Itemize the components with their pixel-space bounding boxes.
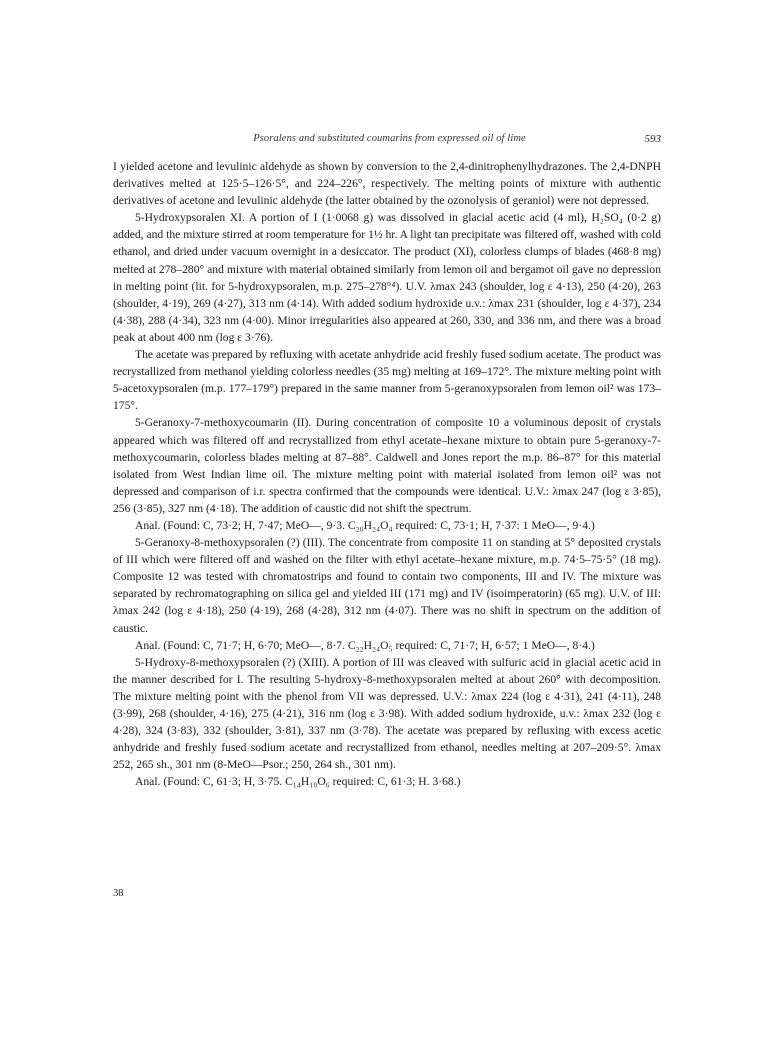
paragraph-5-geranoxy-7-methoxycoumarin: 5-Geranoxy-7-methoxycoumarin (II). During concentration of composite 10 a voluminous deposit of crystals appeared which was filtered off and recrystallized from ethyl acetate–hexane mixture to obtain pure 5-geranoxy-7-methoxycoumarin, colorless blades melting at 87–88°. Caldwell and Jones report the m.p. 86–87° for this material isolated from West Indian lime oil. The mixture melting point with material isolated from lemon oil² was not depressed and comparison of i.r. spectra confirmed that the compounds were identical. U.V.: λmax 247 (log ε 3·85), 256 (3·85), 327 nm (4·18). The addition of caustic did not shift the spectrum. bbox=[113, 416, 661, 515]
running-title: Psoralens and substituted coumarins from expressed oil of lime bbox=[253, 133, 526, 144]
paragraph-5-geranoxy-8-methoxypsoralen: 5-Geranoxy-8-methoxypsoralen (?) (III). The concentrate from composite 11 on standing at 5° deposited crystals of III which were filtered off and washed on the filter with ethyl acetate–hexane mixture, m.p. 74·5–75·5° (18 mg). Composite 12 was tested with chromatostrips and found to contain two components, III and IV. The mixture was separated by rechromatographing on silica gel and yielded III (171 mg) and IV (isoimperatorin) (65 mg). U.V. of III: λmax 242 (log ε 4·18), 250 (4·19), 268 (4·28), 312 nm (4·07). There was no shift in spectrum on the addition of caustic. bbox=[113, 536, 661, 635]
paragraph-5-hydroxy-8-methoxypsoralen: 5-Hydroxy-8-methoxypsoralen (?) (XIII). A portion of III was cleaved with sulfuric acid in glacial acetic acid in the manner described for I. The resulting 5-hydroxy-8-methoxypsoralen melted at about 260° with decomposition. The mixture melting point with the phenol from VII was depressed. U.V.: λmax 224 (log ε 4·31), 241 (4·11), 248 (3·99), 268 (shoulder, 4·16), 275 (4·21), 316 nm (log ε 3·98). With added sodium hydroxide, u.v.: λmax 232 (log ε 4·28), 324 (3·83), 332 (shoulder, 3·81), 337 nm (3·78). The acetate was prepared by refluxing with excess acetic anhydride and freshly fused sodium acetate and recrystallized from ethanol, needles melting at 207–209·5°. λmax 252, 265 sh., 301 nm (8-MeO—Psor.; 250, 264 sh., 301 nm). bbox=[113, 655, 661, 772]
paragraph-5-hydroxypsoralen: 5-Hydroxypsoralen XI. A portion of I (1·0068 g) was dissolved in glacial acetic acid (4 ml), H₂SO₄ (0·2 g) added, and the mixture stirred at room temperature for 1½ hr. A light tan precipitate was filtered off, washed with cold ethanol, and dried under vacuum overnight in a desiccator. The product (XI), colorless clumps of blades (468·8 mg) melted at 278–280° and mixture with material obtained similarly from lemon oil and bergamot oil gave no depression in melting point (lit. for 5-hydroxypsoralen, m.p. 275–278°⁴). U.V. λmax 243 (shoulder, log ε 4·13), 250 (4·20), 263 (shoulder, 4·19), 269 (4·27), 313 nm (4·14). With added sodium hydroxide u.v.: λmax 231 (shoulder, log ε 4·37), 234 (4·38), 288 (4·34), 323 nm (4·00). Minor irregularities also appeared at 260, 330, and 336 nm, and there was a broad peak at about 400 nm (log ε 3·76). bbox=[113, 211, 661, 344]
paragraph-levulinic-aldehyde: I yielded acetone and levulinic aldehyde as shown by conversion to the 2,4-dinitrophenylhydrazones. The 2,4-DNPH derivatives melted at 125·5–126·5°, and 224–226°, respectively. The melting points of mixture with authentic derivatives of acetone and levulinic aldehyde (the latter obtained by the ozonolysis of geraniol) were not depressed. bbox=[113, 160, 661, 208]
article-body bbox=[113, 158, 661, 790]
paragraph-analysis-iii: Anal. (Found: C, 71·7; H, 6·70; MeO—, 8·7. C₂₂H₂₄O₅ required: C, 71·7; H, 6·57; 1 MeO—, 8·4.) bbox=[135, 638, 595, 652]
paragraph-acetate-preparation: The acetate was prepared by refluxing with acetate anhydride acid freshly fused sodium acetate. The product was recrystallized from methanol yielding colorless needles (35 mg) melting at 169–172°. The mixture melting point with 5-acetoxypsoralen (m.p. 177–179°) prepared in the same manner from 5-geranoxypsoralen from lemon oil² was 173–175°. bbox=[113, 348, 661, 413]
signature-mark: 38 bbox=[113, 888, 124, 899]
paragraph-analysis-ii: Anal. (Found: C, 73·2; H, 7·47; MeO—, 9·3. C₂₀H₂₄O₄ required: C, 73·1; H, 7·37: 1 MeO—, 9·4.) bbox=[135, 518, 595, 532]
page-header bbox=[118, 133, 661, 149]
page-number: 593 bbox=[644, 133, 661, 145]
paragraph-analysis-xiii: Anal. (Found: C, 61·3; H, 3·75. C₁₄H₁₀O₆ required: C, 61·3; H. 3·68.) bbox=[135, 775, 461, 789]
